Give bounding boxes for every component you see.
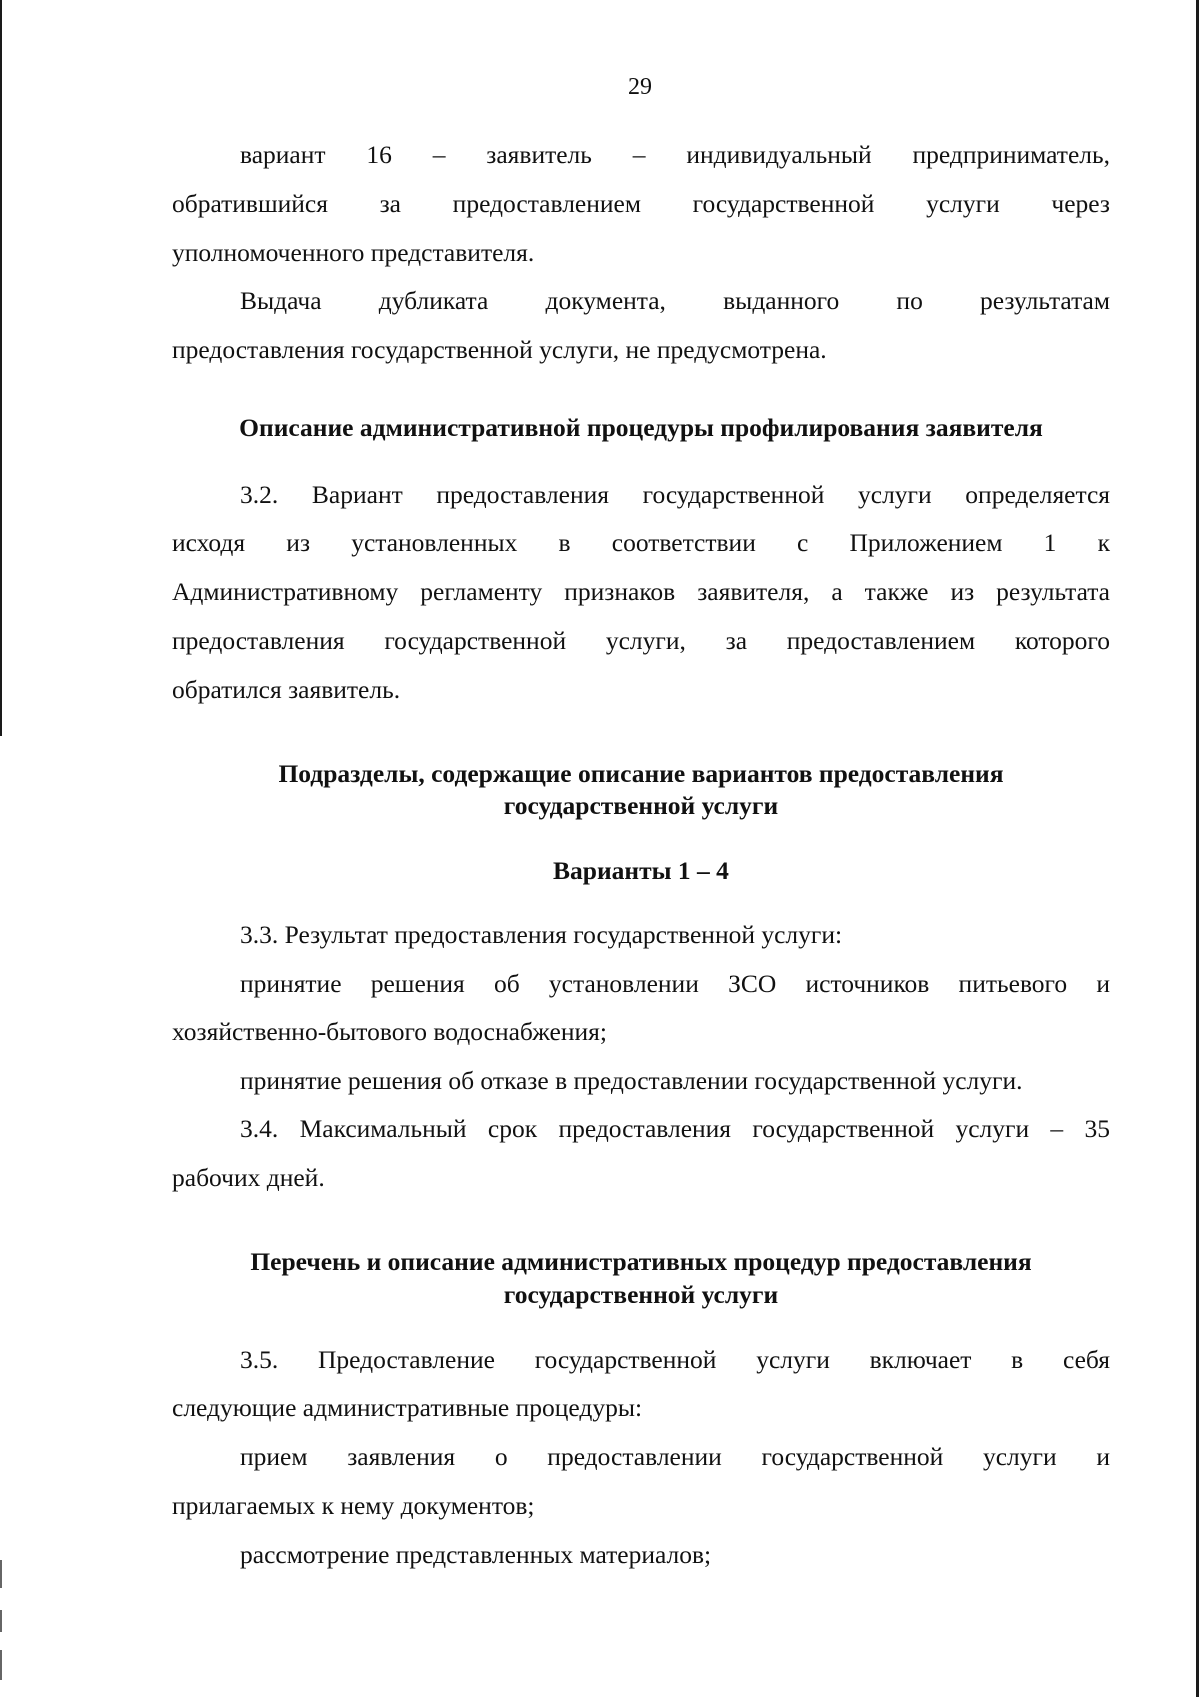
paragraph-line: Административному регламенту признаков заявителя, а также из результата	[172, 577, 1110, 606]
scan-mark	[0, 1610, 2, 1632]
paragraph-line: хозяйственно-бытового водоснабжения;	[172, 1017, 607, 1046]
paragraph-line: 3.5. Предоставление государственной услуги включает в себя	[240, 1345, 1110, 1374]
paragraph-line: исходя из установленных в соответствии с Приложением 1 к	[172, 528, 1110, 557]
section-heading: государственной услуги	[503, 791, 779, 820]
paragraph-line: обратился заявитель.	[172, 675, 401, 704]
paragraph-line: 3.3. Результат предоставления государственной услуги:	[240, 920, 843, 949]
paragraph-line: прилагаемых к нему документов;	[172, 1491, 535, 1520]
paragraph-line: рассмотрение представленных материалов;	[240, 1540, 712, 1569]
subsection-heading: Варианты 1 – 4	[553, 856, 729, 885]
paragraph-line: принятие решения об установлении ЗСО источников питьевого и	[240, 969, 1110, 998]
paragraph-line: Выдача дубликата документа, выданного по результатам	[240, 286, 1110, 315]
scan-border-right	[1196, 0, 1199, 1697]
section-heading: Описание административной процедуры профилирования заявителя	[239, 413, 1043, 442]
scan-border-left	[0, 0, 2, 736]
section-heading: Подразделы, содержащие описание вариантов предоставления	[278, 759, 1004, 788]
paragraph-line: рабочих дней.	[172, 1163, 325, 1192]
scan-mark	[0, 1560, 2, 1588]
paragraph-line: предоставления государственной услуги, не предусмотрена.	[172, 335, 827, 364]
paragraph-line: обратившийся за предоставлением государственной услуги через	[172, 189, 1110, 218]
paragraph-line: предоставления государственной услуги, за предоставлением которого	[172, 626, 1110, 655]
page-number: 29	[628, 74, 652, 100]
paragraph-line: уполномоченного представителя.	[172, 238, 535, 267]
paragraph-line: принятие решения об отказе в предоставлении государственной услуги.	[240, 1066, 1023, 1095]
paragraph-line: 3.4. Максимальный срок предоставления государственной услуги – 35	[240, 1114, 1110, 1143]
section-heading: государственной услуги	[503, 1280, 779, 1309]
paragraph-line: вариант 16 – заявитель – индивидуальный предприниматель,	[240, 140, 1110, 169]
scan-mark	[0, 1650, 2, 1680]
paragraph-line: 3.2. Вариант предоставления государственной услуги определяется	[240, 480, 1110, 509]
paragraph-line: следующие административные процедуры:	[172, 1393, 643, 1422]
paragraph-line: прием заявления о предоставлении государственной услуги и	[240, 1442, 1110, 1471]
section-heading: Перечень и описание административных процедур предоставления	[250, 1247, 1032, 1276]
